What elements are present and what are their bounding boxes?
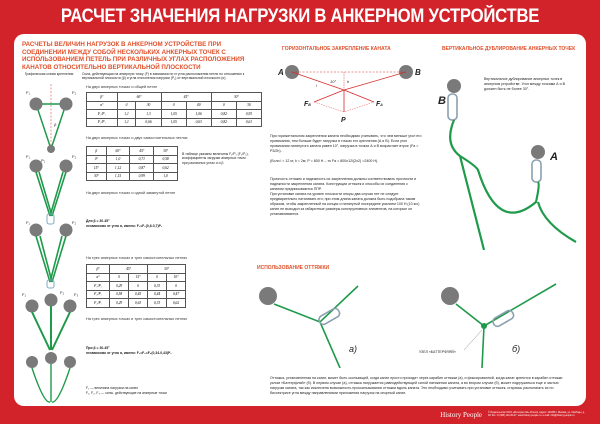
col-force-label: Сила, действующая на анкерную точку (F) в зависимости от угла расположения петли по отношению к вертикальной плоскости (β) и угла отклонения нагрузки (P₁) от вертикальной плоскости (α) xyxy=(82,72,245,81)
guy-text: Оттяжка, установленная на канат, может быть скользящей, когда канат просто проходит через карабин оттяжки (а), и фиксированной, когда канат крепится в карабин оттяжки узлом «Баттерфляй» (б). В первом случае (а), оттяжка нагружается равнодействующей силой натяжения каната, а во втором случае (б), может подгружаться еще и частью нагрузки каната, так как исключена возможность проскальзывания оттяжки вдоль каната. Это необходимо учитывать при установке оттяжек, стараясь располагать их по биссектрисе угла между направлениями приложения нагрузок на опорный канат. xyxy=(270,376,563,395)
svg-text:б): б) xyxy=(512,344,521,354)
svg-text:β: β xyxy=(54,122,57,127)
formula1-condition: Для β = 30-45° xyxy=(86,219,110,223)
svg-text:FB: FB xyxy=(304,101,311,108)
table-two-points-two-loops: β 60° 45° 30° 0° 1,0 0,71 0,58 15° 1,12 0,87 0,62 30° 1,15 0,99 1,0 xyxy=(86,146,178,181)
svg-text:l: l xyxy=(316,83,317,88)
table2-caption: На двух анкерных точках и двух самостоятельных петлях xyxy=(86,136,188,140)
svg-text:h: h xyxy=(347,79,350,84)
col-graphic-label: Графическая схема крепления xyxy=(24,72,74,76)
svg-text:FA: FA xyxy=(376,101,383,108)
svg-text:F₁: F₁ xyxy=(26,220,30,225)
horizontal-force-diagram xyxy=(264,62,434,130)
svg-text:F₂: F₂ xyxy=(72,154,76,159)
guy-diagram xyxy=(254,256,584,368)
svg-text:F₁: F₁ xyxy=(26,154,30,159)
legend-line-2: F₁, F₂, F₃ — силы, действующие на анкерные точки xyxy=(86,391,167,395)
svg-text:F₁: F₁ xyxy=(26,90,30,95)
vertical-duplication-diagram xyxy=(426,74,586,250)
svg-text:B: B xyxy=(438,95,446,107)
table-three-points: β° 45° 30° α° 0 15° 0 10° F₁/P₁ 0,29 0 0,33 0 F₂/P₁ 0,58 0,45 0,44 0,47 F₃/P₁ 0,29 0,63 0,33 0,62 xyxy=(86,264,186,308)
svg-text:F₃: F₃ xyxy=(74,292,79,297)
svg-text:УЗЕЛ «БАТТЕРФЛЯЙ»: УЗЕЛ «БАТТЕРФЛЯЙ» xyxy=(419,350,456,354)
svg-text:A: A xyxy=(550,151,558,163)
guy-heading: ИСПОЛЬЗОВАНИЕ ОТТЯЖКИ xyxy=(257,265,330,271)
table-two-points-common-loop: β° 60° 45° 30° α° 0 30 0 40 0 30 F₁/P₁ 1,1 1,3 1,05 1,06 0,82 0,93 F₂/P₁ 1,1 0,66 1,05 0,63 0,82 0,61 xyxy=(86,92,262,127)
vertical-heading: ВЕРТИКАЛЬНОЕ ДУБЛИРОВАНИЕ АНКЕРНЫХ ТОЧЕК xyxy=(442,46,576,52)
svg-text:F₂: F₂ xyxy=(72,220,76,225)
page-title: РАСЧЕТ ЗНАЧЕНИЯ НАГРУЗКИ В АНКЕРНОМ УСТРОЙСТВЕ xyxy=(60,6,540,27)
table3-caption: На двух анкерных точках и одной замкнутой петле xyxy=(86,191,176,195)
table4-caption: На трех анкерных точках и трех самостоятельных петлях xyxy=(86,256,188,260)
horizontal-paragraph-3: Прочность оттяжек и надежность их закрепления должны соответствовать прочности и надежности закрепления каната. Конструкции оттяжек и способы их соединения с канатом предписываются ППР. xyxy=(270,177,417,191)
legend-line-1: F₁ — величина нагрузки на канат xyxy=(86,386,139,390)
svg-text:F₂: F₂ xyxy=(72,90,76,95)
horizontal-paragraph-1: При горизонтальном закреплении каната необходимо учитывать, что чем меньше угол его провисания, тем больше будет нагрузка в точках его крепления (А и В). Если угол провисания натянутого каната равен 10°, нагрузка в точках А и В возрастает втрое (Fа = P3/2h). xyxy=(270,134,422,153)
formula2-condition: При β = 30-45° xyxy=(86,346,110,350)
footer xyxy=(0,406,600,424)
horizontal-paragraph-2: (Если l = 12 м; h = 2м; P = 800 H – то Fа = 800х12/(2х2) =2400 Н). xyxy=(270,159,379,163)
formula1: независимо от угла α, имеем: F₁=F₂(0,6-0,7)P₁ xyxy=(86,224,163,228)
anchor-diagrams xyxy=(14,84,89,404)
publisher-info: © Издательство ООО «Интеграл-Эл» Россия, Адрес: 123456 г. Москва, ул. Свободы, д. 48 Тел.: 8 (495) 123-45-67, www.history-people.ru, e-mail: info@history-people.ru xyxy=(488,411,585,417)
brand-logo: History People xyxy=(440,411,482,419)
svg-text:а): а) xyxy=(349,344,358,354)
svg-text:10°: 10° xyxy=(330,79,337,84)
left-heading: РАСЧЕТЫ ВЕЛИЧИН НАГРУЗОК В АНКЕРНОМ УСТРОЙСТВЕ ПРИ СОЕДИНЕНИИ МЕЖДУ СОБОЙ НЕСКОЛЬКИХ АНКЕРНЫХ ТОЧЕК С ИСПОЛЬЗОВАНИЕМ ПЕТЕЛЬ ПРИ РАЗЛИЧНЫХ УГЛАХ РАСПОЛОЖЕНИЯ КАНАТОВ ОТНОСИТЕЛЬНО ВЕРТИКАЛЬНОЙ ПЛОСКОСТИ xyxy=(22,41,245,71)
horizontal-paragraph-4: При установке каната на уровне плоскости опоры два случая нет не следует предварительно натягивать его; при этом длина каната должна быть подобрана таким образом, чтобы закрепленный на концах и натянутый посередине усилием 100 Н (10 кгс) канат не выходил за габаритные размеры конструктивных элементов, на которые он устанавливается. xyxy=(270,192,420,216)
svg-text:F₂: F₂ xyxy=(60,290,64,295)
svg-text:B: B xyxy=(415,68,421,77)
table2-note: В таблице указаны величины F₁/P₁ (F₂/P₁), коэффициенты загрузки анкерных точек при различных углах α и β xyxy=(182,152,249,165)
content-panel xyxy=(14,34,586,406)
svg-text:P: P xyxy=(341,117,346,124)
vertical-text: Вертикальное дублирование анкерных точек в анкерном устройстве. Угол между точками А и В должен быть не более 30°. xyxy=(484,77,565,91)
horizontal-heading: ГОРИЗОНТАЛЬНОЕ ЗАКРЕПЛЕНИЕ КАНАТА xyxy=(282,46,391,52)
svg-text:A: A xyxy=(278,68,284,77)
svg-text:P₁: P₁ xyxy=(41,158,46,163)
svg-text:F₁: F₁ xyxy=(22,292,26,297)
formula2: независимо от угла α, имеем: F₁=F₂=F₃(0,34-0,43)P₁ xyxy=(86,351,172,355)
table1-caption: На двух анкерных точках и общей петле xyxy=(86,85,158,89)
table5-caption: На трех анкерных точках и трех самостоятельных петлях xyxy=(86,317,188,321)
